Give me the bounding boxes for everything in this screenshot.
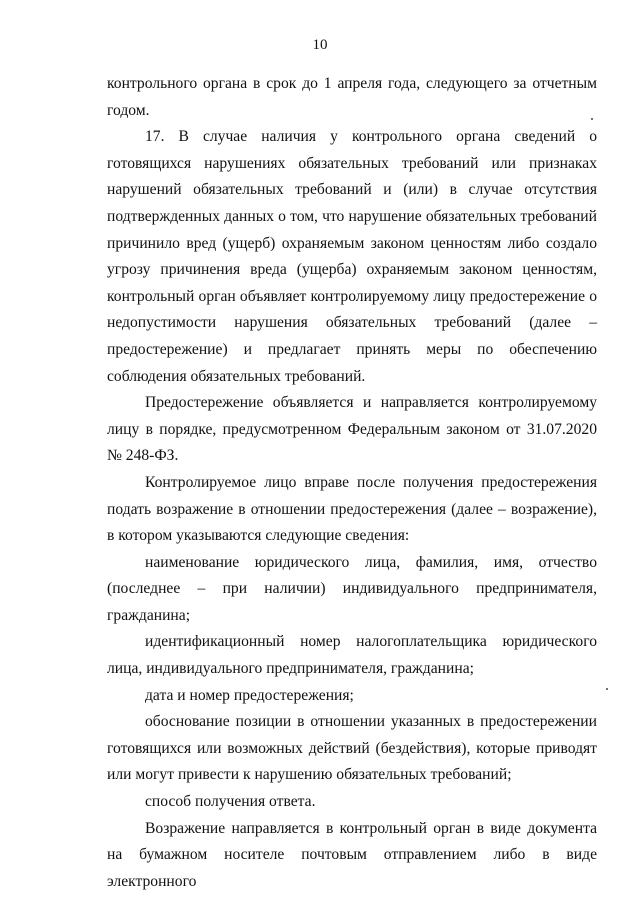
paragraph: Контролируемое лицо вправе после получения предостережения подать возражение в отношении предостережения (далее – возражение), в котором указываются следующие сведения: [107, 473, 597, 545]
paragraph: идентификационный номер налогоплательщика юридического лица, индивидуального предпринимателя, гражданина; [107, 633, 597, 678]
paragraph: способ получения ответа. [145, 793, 316, 811]
scan-speck [591, 118, 593, 120]
paragraph: контрольного органа в срок до 1 апреля года, следующего за отчетным годом. [107, 75, 597, 119]
paragraph: дата и номер предостережения; [145, 686, 354, 704]
paragraph: Предостережение объявляется и направляется контролируемому лицу в порядке, предусмотренном Федеральным законом от 31.07.2020 № 248-ФЗ. [107, 394, 597, 465]
paragraph: наименование юридического лица, фамилия, имя, отчество (последнее – при наличии) индивидуального предпринимателя, гражданина; [107, 553, 597, 624]
document-body [107, 71, 597, 895]
page-number: 10 [312, 37, 328, 53]
scan-speck [606, 688, 608, 690]
paragraph-last: Возражение направляется в контрольный орган в виде документа на бумажном носителе почтовым отправлением либо в виде электронного [107, 819, 597, 890]
paragraph: обоснование позиции в отношении указанных в предостережении готовящихся или возможных действий (бездействия), которые приводят или могут привести к нарушению обязательных требований; [107, 713, 597, 784]
paragraph: 17. В случае наличия у контрольного органа сведений о готовящихся нарушениях обязательных требований или признаках нарушений обязательных требований и (или) в случае отсутствия подтвержденных данных о том, что нарушение обязательных требований причинило вред (ущерб) охраняемым законом ценностям либо создало угрозу причинения вреда (ущерба) охраняемым законом ценностям, контрольный орган объявляет контролируемому лицу предостережение о недопустимости нарушения обязательных требований (далее – предостережение) и предлагает принять меры по обеспечению соблюдения обязательных требований. [107, 128, 597, 385]
